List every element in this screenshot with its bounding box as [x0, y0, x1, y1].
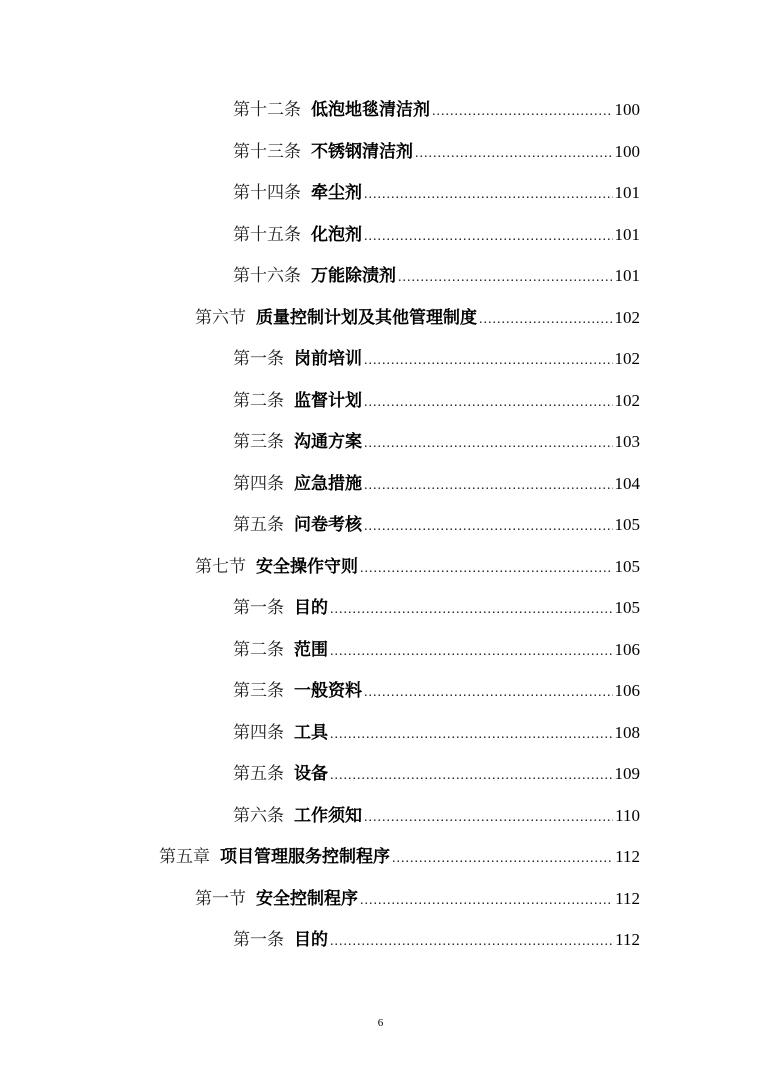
toc-entry-title: 质量控制计划及其他管理制度 — [256, 307, 477, 328]
toc-entry-number: 第十二条 — [233, 100, 301, 120]
toc-entry-number: 第五条 — [233, 764, 284, 784]
toc-dot-leader — [479, 299, 613, 341]
toc-dot-leader — [392, 838, 613, 880]
toc-entry-number: 第六条 — [233, 805, 284, 826]
toc-dot-leader — [364, 382, 613, 424]
toc-dot-leader — [364, 216, 613, 258]
toc-entry[interactable] — [0, 712, 761, 754]
toc-dot-leader — [364, 506, 613, 548]
toc-entry-title: 化泡剂 — [311, 224, 362, 245]
toc-entry-page: 110 — [615, 805, 640, 825]
toc-entry-number: 第三条 — [233, 681, 284, 701]
toc-entry-title: 范围 — [294, 639, 328, 660]
toc-entry-page: 101 — [614, 183, 640, 202]
toc-entry[interactable] — [0, 89, 761, 131]
toc-entry-page: 100 — [614, 141, 640, 161]
toc-entry-title: 安全控制程序 — [256, 888, 358, 909]
toc-dot-leader — [330, 755, 613, 797]
toc-entry-number: 第三条 — [233, 432, 284, 452]
toc-dot-leader — [364, 174, 613, 216]
toc-entry[interactable] — [0, 172, 761, 214]
toc-entry[interactable] — [0, 919, 761, 961]
toc-entry[interactable] — [0, 670, 761, 712]
toc-dot-leader — [364, 797, 613, 839]
toc-dot-leader — [330, 921, 613, 963]
toc-entry-page: 104 — [614, 473, 640, 493]
toc-entry[interactable] — [0, 297, 761, 339]
toc-entry-title: 一般资料 — [294, 681, 362, 701]
toc-dot-leader — [360, 880, 613, 922]
toc-entry-title: 目的 — [294, 598, 328, 618]
toc-entry-page: 101 — [614, 266, 640, 285]
toc-entry-number: 第四条 — [233, 722, 284, 743]
toc-entry-title: 低泡地毯清洁剂 — [311, 100, 430, 120]
toc-entry-number: 第五条 — [233, 515, 284, 535]
toc-entry[interactable] — [0, 421, 761, 463]
toc-entry-page: 112 — [615, 930, 640, 949]
page-number: 6 — [377, 1017, 384, 1029]
toc-entry-page: 101 — [614, 224, 640, 244]
toc-entry-page: 102 — [614, 349, 640, 368]
toc-entry-number: 第六节 — [195, 307, 246, 328]
toc-dot-leader — [364, 423, 613, 465]
toc-entry-title: 岗前培训 — [294, 349, 362, 369]
toc-entry-number: 第十三条 — [233, 141, 301, 162]
toc-entry-number: 第十六条 — [233, 266, 301, 286]
toc-entry-title: 牵尘剂 — [311, 183, 362, 203]
toc-entry-number: 第一条 — [233, 930, 284, 950]
toc-entry[interactable] — [0, 463, 761, 505]
toc-entry[interactable] — [0, 380, 761, 422]
toc-entry-page: 112 — [615, 888, 640, 908]
toc-dot-leader — [364, 465, 613, 507]
toc-entry-number: 第五章 — [159, 847, 210, 867]
toc-entry[interactable] — [0, 214, 761, 256]
toc-entry-title: 设备 — [294, 764, 328, 784]
toc-entry-page: 109 — [614, 764, 640, 783]
toc-entry[interactable] — [0, 795, 761, 837]
toc-entry-title: 不锈钢清洁剂 — [311, 141, 413, 162]
toc-entry[interactable] — [0, 255, 761, 297]
toc-dot-leader — [364, 672, 613, 714]
toc-entry-page: 102 — [614, 307, 640, 327]
toc-entry-number: 第二条 — [233, 390, 284, 411]
toc-entry-number: 第一条 — [233, 349, 284, 369]
toc-entry-number: 第二条 — [233, 639, 284, 660]
toc-entry-title: 目的 — [294, 930, 328, 950]
toc-dot-leader — [330, 714, 613, 756]
toc-entry-number: 第一节 — [195, 888, 246, 909]
toc-entry-page: 105 — [614, 598, 640, 617]
toc-entry-title: 工具 — [294, 722, 328, 743]
toc-entry-page: 103 — [614, 432, 640, 451]
toc-entry-title: 沟通方案 — [294, 432, 362, 452]
toc-dot-leader — [330, 631, 613, 673]
table-of-contents — [0, 89, 761, 961]
toc-entry-page: 106 — [614, 639, 640, 659]
toc-entry[interactable] — [0, 836, 761, 878]
toc-dot-leader — [432, 91, 613, 133]
toc-entry[interactable] — [0, 504, 761, 546]
toc-entry-page: 105 — [614, 515, 640, 534]
toc-entry-title: 应急措施 — [294, 473, 362, 494]
toc-entry[interactable] — [0, 587, 761, 629]
toc-entry[interactable] — [0, 629, 761, 671]
toc-dot-leader — [364, 340, 613, 382]
toc-entry[interactable] — [0, 131, 761, 173]
toc-entry-page: 108 — [614, 722, 640, 742]
toc-entry[interactable] — [0, 338, 761, 380]
toc-entry-title: 问卷考核 — [294, 515, 362, 535]
toc-entry[interactable] — [0, 878, 761, 920]
toc-dot-leader — [415, 133, 613, 175]
toc-entry-number: 第七节 — [195, 556, 246, 577]
toc-entry-number: 第四条 — [233, 473, 284, 494]
toc-entry-title: 项目管理服务控制程序 — [220, 847, 390, 867]
toc-entry-page: 106 — [614, 681, 640, 700]
toc-entry[interactable] — [0, 546, 761, 588]
toc-dot-leader — [330, 589, 613, 631]
toc-entry-number: 第一条 — [233, 598, 284, 618]
toc-entry-page: 105 — [614, 556, 640, 576]
toc-dot-leader — [360, 548, 613, 590]
toc-entry-number: 第十五条 — [233, 224, 301, 245]
toc-entry-title: 安全操作守则 — [256, 556, 358, 577]
toc-dot-leader — [398, 257, 613, 299]
toc-entry-title: 工作须知 — [294, 805, 362, 826]
toc-entry-title: 监督计划 — [294, 390, 362, 411]
toc-entry-number: 第十四条 — [233, 183, 301, 203]
toc-entry-page: 100 — [614, 100, 640, 119]
toc-entry-page: 112 — [615, 847, 640, 866]
toc-entry-page: 102 — [614, 390, 640, 410]
toc-entry[interactable] — [0, 753, 761, 795]
toc-entry-title: 万能除渍剂 — [311, 266, 396, 286]
